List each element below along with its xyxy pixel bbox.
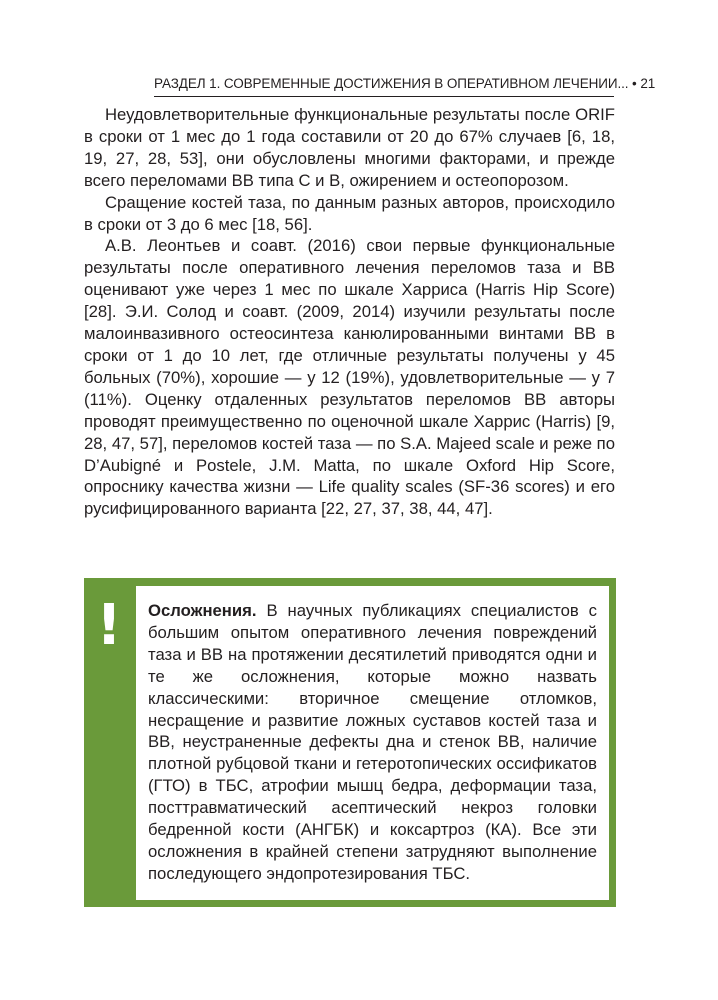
paragraph-bone-union: Сращение костей таза, по данным разных авторов, происходило в сроки от 3 до 6 мес [18, 56]. [84,192,615,234]
callout-content-box [136,586,609,900]
paragraph-unsatisfactory-results: Неудовлетворительные функциональные результаты после ORIF в сроки от 1 мес до 1 года составили от 20 до 67% случаев [6, 18, 19, 27, 28, 53], они обусловлены многими факторами, и прежде всего переломами ВВ типа С и В, ожирением и остеопорозом. [84,105,615,190]
header-rule [154,96,614,97]
running-header: РАЗДЕЛ 1. СОВРЕМЕННЫЕ ДОСТИЖЕНИЯ В ОПЕРАТИВНОМ ЛЕЧЕНИИ... • 21 [154,76,656,91]
paragraph-functional-results: А.В. Леонтьев и соавт. (2016) свои первые функциональные результаты после оперативного лечения переломов таза и ВВ оценивают уже через 1 мес по шкале Харриса (Harris Hip Score) [28]. Э.И. Солод и соавт. (2009, 2014) изучили результаты после малоинвазивного остеосинтеза канюлированными винтами ВВ в сроки от 1 до 10 лет, где отличные результаты получены у 45 больных (70%), хорошие — у 12 (19%), удовлетворительные — у 7 (11%). Оценку отдаленных результатов переломов ВВ авторы проводят преимущественно по оценочной шкале Харрис (Harris) [9, 28, 47, 57], переломов костей таза — по S.A. Majeed scale и реже по D’Aubigné и Postele, J.M. Matta, по шкале Oxford Hip Score, опроснику качества жизни — Life quality scales (SF-36 scores) и его русифицированного варианта [22, 27, 37, 38, 44, 47]. [84,236,615,519]
callout-body: В научных публикациях специалистов с большим опытом оперативного лечения повреждений таза и ВВ на протяжении десятилетий приводятся одни и те же осложнения, которые можно назвать классическими: вторичное смещение отломков, несращение и развитие ложных суставов костей таза и ВВ, неустраненные дефекты дна и стенок ВВ, наличие плотной рубцовой ткани и гетеротопических оссификатов (ГТО) в ТБС, атрофии мышц бедра, деформации таза, посттравматический асептический некроз головки бедренной кости (АНГБК) и коксартроз (КА). Все эти осложнения в крайней степени затрудняют выполнение последующего эндопротезирования ТБС. [148,601,597,883]
exclamation-icon: ! [96,593,122,658]
callout-title: Осложнения. [148,601,257,620]
callout-text [136,586,609,885]
main-text [84,104,615,520]
complications-callout [84,578,616,907]
